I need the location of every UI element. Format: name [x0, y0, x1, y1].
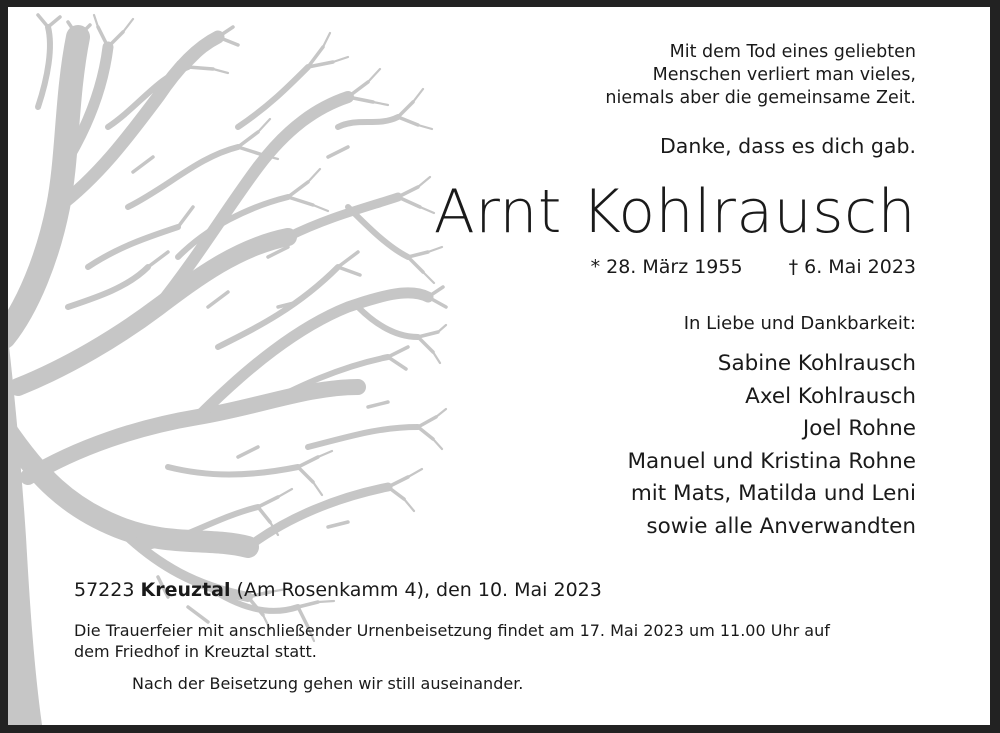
- address-and-date: (Am Rosenkamm 4), den 10. Mai 2023: [236, 579, 602, 601]
- mourners-list: [627, 348, 916, 544]
- place-and-date: [74, 579, 602, 601]
- burial-note: Nach der Beisetzung gehen wir still auseinander.: [132, 674, 524, 693]
- birth-date: * 28. März 1955: [590, 256, 743, 278]
- obituary-card: [8, 7, 990, 725]
- thanks-line: Danke, dass es dich gab.: [660, 134, 916, 158]
- postal-code: 57223: [74, 579, 135, 601]
- city: Kreuztal: [140, 579, 231, 601]
- ceremony-info: [74, 620, 830, 662]
- signoff: In Liebe und Dankbarkeit:: [683, 313, 916, 334]
- mourner: sowie alle Anverwandten: [646, 513, 916, 539]
- mourner: Manuel und Kristina Rohne: [627, 448, 916, 474]
- mourner: Axel Kohlrausch: [745, 383, 916, 409]
- tree-silhouette-icon: [8, 7, 448, 725]
- quote: [605, 41, 916, 110]
- deceased-name: Arnt Kohlrausch: [433, 177, 916, 247]
- ceremony-line: Die Trauerfeier mit anschließender Urnenbeisetzung findet am 17. Mai 2023 um 11.00 Uhr auf: [74, 621, 830, 640]
- life-dates: [591, 256, 916, 278]
- mourner: Sabine Kohlrausch: [717, 351, 916, 376]
- mourner: mit Mats, Matilda und Leni: [630, 481, 916, 507]
- quote-line: niemals aber die gemeinsame Zeit.: [605, 88, 916, 108]
- ceremony-line: dem Friedhof in Kreuztal statt.: [74, 642, 317, 661]
- quote-line: Mit dem Tod eines geliebten: [669, 42, 916, 62]
- death-date: † 6. Mai 2023: [788, 256, 916, 278]
- mourner: Joel Rohne: [802, 416, 916, 442]
- quote-line: Menschen verliert man vieles,: [652, 65, 916, 85]
